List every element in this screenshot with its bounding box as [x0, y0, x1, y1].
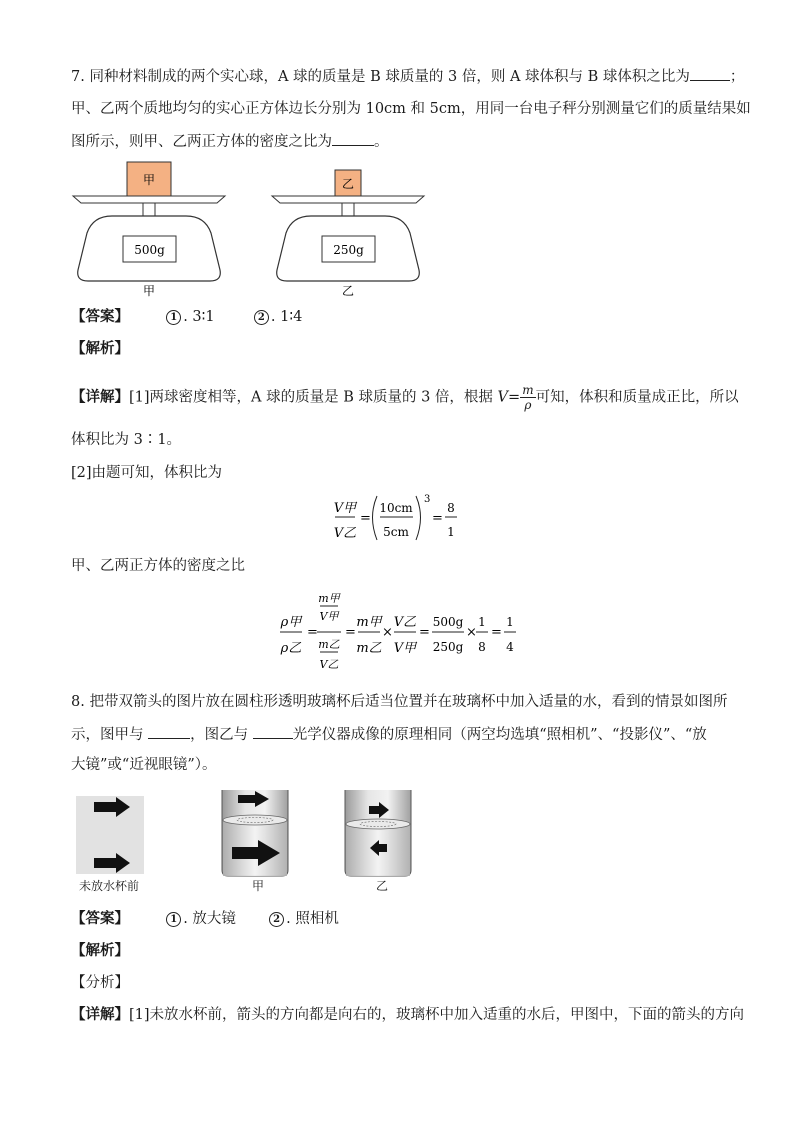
figure-jia	[222, 790, 288, 876]
q8-fenxi-tag: 【分析】	[71, 975, 129, 991]
eq-text: ρ乙	[280, 641, 302, 656]
q7-text: 图所示，则甲、乙两正方体的密度之比为	[71, 134, 332, 150]
figure-caption: 甲	[252, 879, 265, 893]
q8-question-line2	[71, 724, 707, 745]
q7-question-line1	[71, 66, 744, 87]
detail-text: [1]未放水杯前，箭头的方向都是向右的，玻璃杯中加入适重的水后，甲图中，下面的箭头的方向	[129, 1007, 745, 1023]
eq-text: V甲	[393, 641, 417, 656]
eq-sign: =	[360, 511, 371, 526]
scale-right	[272, 170, 424, 298]
figure-before-glass	[76, 796, 144, 874]
detail-tag: 【详解】	[71, 388, 129, 406]
q8-analysis-tag: 【解析】	[71, 942, 129, 959]
eq-text: 500g	[432, 615, 464, 629]
q7-detail-line1	[71, 383, 739, 412]
q8-text: 光学仪器成像的原理相同（两空均选填“照相机”、“投影仪”、“放	[292, 727, 707, 743]
circled-number: 1	[166, 912, 181, 927]
formula-v: V	[497, 389, 509, 406]
eq-text: m甲	[356, 615, 382, 630]
answer-value: . 1∶4	[270, 309, 303, 325]
circled-number: 1	[166, 310, 181, 325]
eq-text: 5cm	[383, 525, 409, 539]
frac-num: m	[522, 383, 534, 397]
eq-sign: =	[345, 625, 356, 640]
answer-blank	[148, 724, 190, 739]
circled-number: 2	[269, 912, 284, 927]
frac-den: ρ	[524, 398, 532, 412]
scale-pan	[73, 196, 225, 203]
eq-text: 250g	[432, 640, 464, 654]
answer-value: . 3∶1	[183, 309, 215, 325]
figure-yi	[345, 790, 411, 876]
q8-detail-line1	[71, 1005, 744, 1025]
formula-fraction	[520, 383, 535, 412]
eq-text: m甲	[318, 592, 340, 605]
q7-text: 7. 同种材料制成的两个实心球，A 球的质量是 B 球质量的 3 倍，则 A 球体积与 B 球体积之比为	[71, 69, 690, 85]
scales-figure	[70, 158, 430, 298]
eq-text: 8	[447, 501, 455, 515]
q7-text: 。	[374, 134, 389, 150]
q7-text: ；	[729, 69, 745, 85]
eq-sign: =	[432, 511, 443, 526]
q7-analysis-tag: 【解析】	[71, 340, 129, 357]
paren-right	[416, 496, 421, 540]
formula-eq: =	[508, 389, 521, 406]
paren-left	[373, 496, 378, 540]
q8-text: 示，图甲与	[71, 727, 144, 743]
answer-tag: 【答案】	[71, 910, 129, 927]
eq-text: V乙	[333, 526, 357, 541]
answer-blank	[332, 131, 374, 146]
eq-text: m乙	[356, 641, 382, 656]
scale-pan	[272, 196, 424, 203]
eq-sign: =	[307, 625, 318, 640]
water-surface	[223, 815, 287, 825]
answer-blank	[253, 724, 293, 739]
figure-caption: 乙	[341, 284, 355, 298]
scale-stem	[143, 203, 155, 216]
eq-power: 3	[424, 494, 431, 505]
eq-text: 1	[506, 615, 514, 629]
eq-text: 1	[447, 525, 455, 539]
eq-text: ρ甲	[280, 615, 302, 630]
eq-text: V乙	[393, 615, 417, 630]
eq-text: V乙	[319, 658, 339, 671]
figure-caption: 未放水杯前	[79, 879, 140, 893]
answer-blank	[690, 66, 730, 81]
q7-answer	[71, 307, 302, 327]
figure-caption: 乙	[376, 879, 389, 893]
eq-sign: ×	[466, 625, 477, 640]
eq-text: V甲	[333, 501, 357, 516]
detail-text: [1]两球密度相等，A 球的质量是 B 球质量的 3 倍，根据	[129, 389, 493, 406]
detail-text: 可知，体积和质量成正比，所以	[535, 389, 739, 406]
eq-sign: =	[491, 625, 502, 640]
scale-stem	[342, 203, 354, 216]
eq-text: 1	[478, 615, 486, 629]
q8-question-line3: 大镜”或“近视眼镜”）。	[71, 757, 217, 773]
glass-figures	[74, 786, 434, 886]
equation-density-ratio	[278, 589, 523, 679]
eq-sign: =	[419, 625, 430, 640]
answer-value: . 放大镜	[183, 911, 236, 927]
water-surface	[346, 819, 410, 829]
figure-caption: 甲	[142, 284, 156, 298]
q8-answer	[71, 909, 339, 929]
equation-volume-ratio	[333, 492, 473, 546]
q7-question-line3	[71, 131, 389, 152]
q7-detail-line2: 体积比为 3∶1。	[71, 432, 182, 448]
scale-reading: 500g	[134, 243, 165, 257]
eq-text: m乙	[318, 638, 340, 651]
scale-left	[73, 162, 225, 298]
eq-text: 4	[506, 640, 514, 654]
q8-question-line1: 8. 把带双箭头的图片放在圆柱形透明玻璃杯后适当位置并在玻璃杯中加入适量的水，看到的情景如图所	[71, 694, 728, 710]
block-label: 甲	[142, 173, 156, 187]
circled-number: 2	[254, 310, 269, 325]
block-label: 乙	[341, 177, 355, 191]
q7-detail-line3: [2]由题可知，体积比为	[71, 465, 223, 481]
answer-value: . 照相机	[286, 911, 339, 927]
q8-text: ，图乙与	[190, 727, 249, 743]
eq-text: 8	[478, 640, 486, 654]
q7-question-line2: 甲、乙两个质地均匀的实心正方体边长分别为 10cm 和 5cm，用同一台电子秤分别测量它们的质量结果如	[71, 101, 751, 117]
eq-text: 10cm	[379, 501, 413, 515]
eq-text: V甲	[319, 610, 339, 623]
answer-tag: 【答案】	[71, 308, 129, 325]
eq-sign: ×	[382, 625, 393, 640]
detail-tag: 【详解】	[71, 1006, 129, 1023]
q7-density-label: 甲、乙两正方体的密度之比	[71, 558, 245, 574]
scale-reading: 250g	[333, 243, 364, 257]
